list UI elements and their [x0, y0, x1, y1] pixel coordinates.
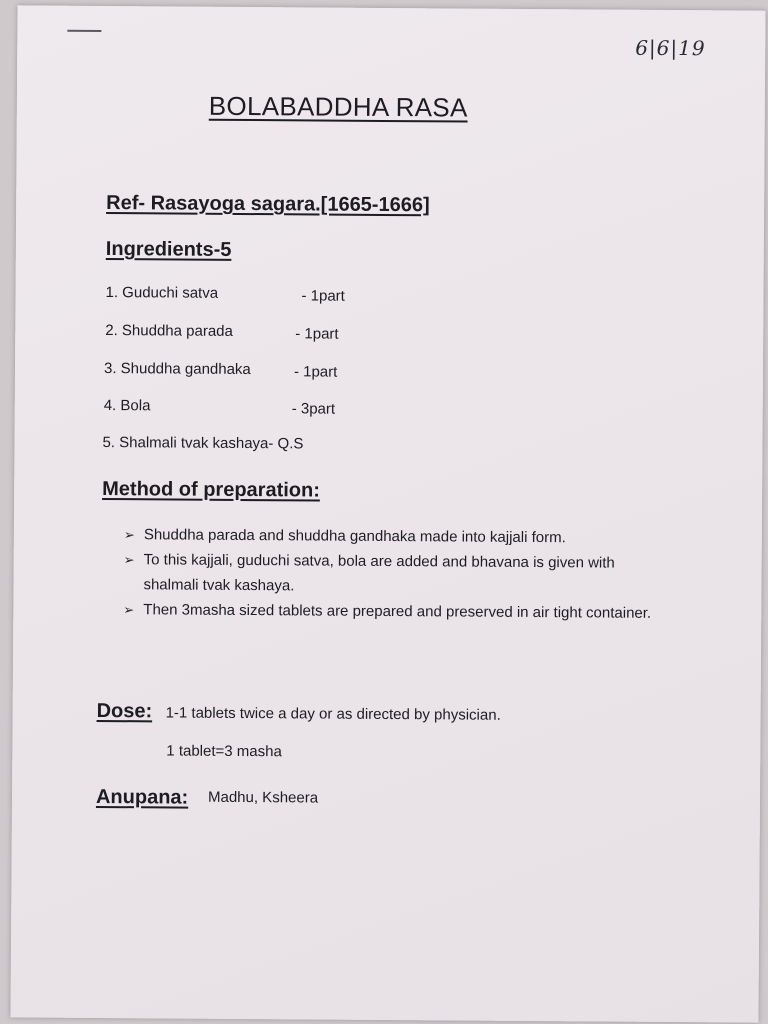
- arrow-bullet-icon: ➢: [123, 527, 135, 543]
- handwritten-date: 6|6|19: [635, 35, 706, 61]
- anupana-text: Madhu, Ksheera: [207, 788, 319, 807]
- ingredient-name: 5. Shalmali tvak kashaya- Q.S: [102, 434, 304, 453]
- ingredient-name: 4. Bola: [103, 397, 151, 415]
- method-step-text: To this kajjali, guduchi satva, bola are added and bhavana is given with shalmali tvak kashaya.: [143, 551, 615, 595]
- ingredient-quantity: - 1part: [293, 363, 338, 381]
- ingredients-heading: Ingredients-5: [105, 238, 232, 261]
- document-page: [10, 5, 765, 1022]
- method-step: [123, 547, 653, 601]
- pen-mark: [67, 30, 101, 32]
- arrow-bullet-icon: ➢: [123, 602, 135, 618]
- ingredient-quantity: - 1part: [301, 287, 345, 305]
- method-step: [123, 597, 653, 626]
- ingredient-name: 1. Guduchi satva: [105, 284, 219, 302]
- dose-text: 1-1 tablets twice a day or as directed by physician.: [165, 704, 501, 724]
- ingredient-quantity: - 1part: [295, 325, 339, 343]
- method-step: [124, 522, 654, 551]
- method-step-text: Then 3masha sized tablets are prepared and preserved in air tight container.: [143, 601, 652, 622]
- method-steps-list: [123, 522, 654, 626]
- page-title: BOLABADDHA RASA: [208, 90, 468, 123]
- reference-heading: Ref- Rasayoga sagara.[1665-1666]: [106, 192, 430, 217]
- arrow-bullet-icon: ➢: [123, 552, 135, 568]
- ingredient-quantity: - 3part: [291, 400, 336, 418]
- dose-heading: Dose:: [96, 699, 153, 723]
- dose-note: 1 tablet=3 masha: [166, 742, 282, 761]
- anupana-heading: Anupana:: [95, 785, 189, 809]
- method-heading: Method of preparation:: [102, 478, 321, 502]
- ingredient-name: 2. Shuddha parada: [105, 322, 233, 340]
- method-step-text: Shuddha parada and shuddha gandhaka made into kajjali form.: [143, 526, 566, 547]
- ingredient-name: 3. Shuddha gandhaka: [103, 360, 251, 379]
